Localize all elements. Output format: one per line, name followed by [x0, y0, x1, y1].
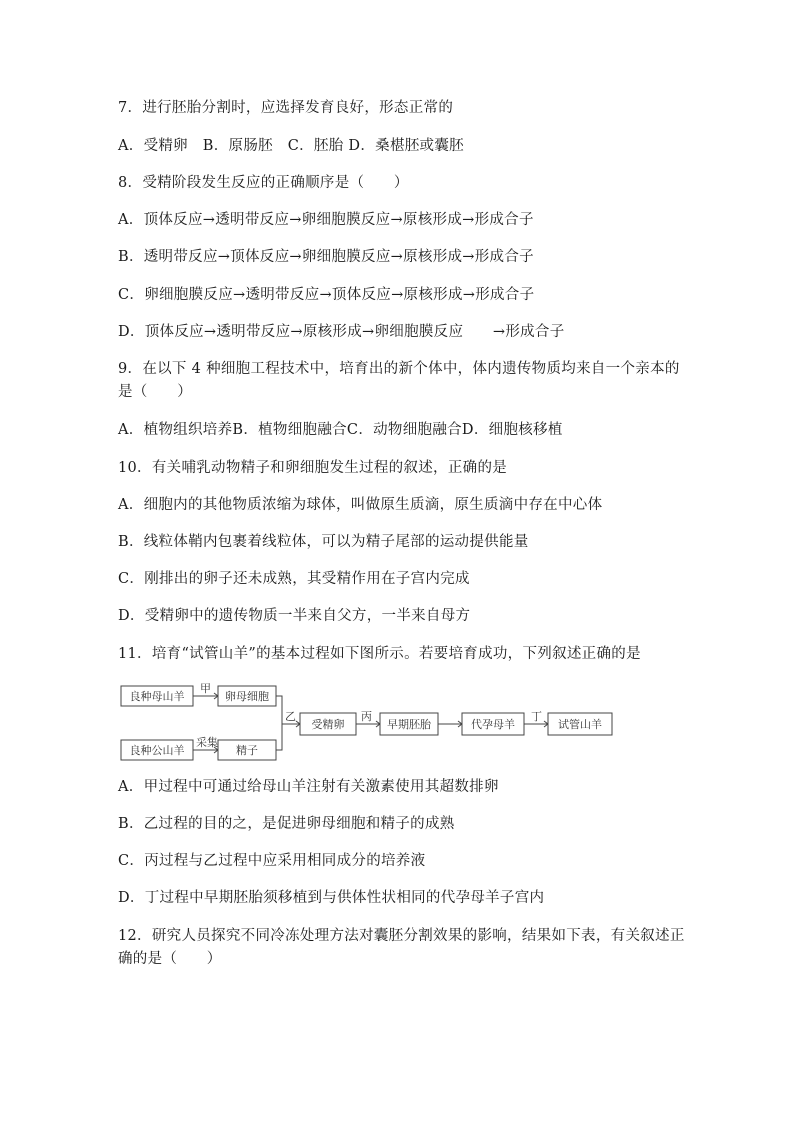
question-8-stem: 8．受精阶段发生反应的正确顺序是（ ） — [118, 175, 409, 191]
label-jia: 甲 — [200, 682, 211, 695]
box-test-tube-goat-label: 试管山羊 — [558, 718, 602, 731]
question-10-stem: 10．有关哺乳动物精子和卵细胞发生过程的叙述，正确的是 — [118, 460, 508, 476]
question-10-option-d: D．受精卵中的遗传物质一半来自父方，一半来自母方 — [118, 608, 471, 624]
question-10-option-c: C．刚排出的卵子还未成熟，其受精作用在子宫内完成 — [118, 571, 470, 587]
question-8-option-b: B．透明带反应→顶体反应→卵细胞膜反应→原核形成→形成合子 — [118, 249, 534, 265]
question-9-options: A．植物组织培养B．植物细胞融合C．动物细胞融合D．细胞核移植 — [118, 422, 563, 438]
label-ding: 丁 — [531, 710, 542, 723]
box-oocyte-label: 卵母细胞 — [225, 690, 269, 703]
question-12-stem: 12．研究人员探究不同冷冻处理方法对囊胚分割效果的影响，结果如下表，有关叙述正 — [118, 928, 685, 944]
question-11-option-a: A．甲过程中可通过给母山羊注射有关激素使用其超数排卵 — [118, 779, 499, 795]
question-10-option-a: A．细胞内的其他物质浓缩为球体，叫做原生质滴，原生质滴中存在中心体 — [118, 497, 603, 513]
label-bing: 丙 — [361, 710, 372, 723]
box-early-embryo-label: 早期胚胎 — [387, 718, 431, 731]
goat-ivf-flow-diagram — [118, 680, 618, 762]
box-surrogate-goat-label: 代孕母羊 — [471, 718, 515, 731]
question-11-stem: 11．培育“试管山羊”的基本过程如下图所示。若要培育成功，下列叙述正确的是 — [118, 646, 641, 662]
question-7-stem: 7．进行胚胎分割时，应选择发育良好，形态正常的 — [118, 100, 454, 116]
label-yi: 乙 — [285, 710, 296, 723]
question-11-option-d: D．丁过程中早期胚胎须移植到与供体性状相同的代孕母羊子宫内 — [118, 890, 545, 906]
question-12-stem-cont: 确的是（ ） — [118, 951, 222, 967]
question-11-option-b: B．乙过程的目的之，是促进卵母细胞和精子的成熟 — [118, 816, 455, 832]
question-9-stem: 9．在以下 4 种细胞工程技术中，培育出的新个体中，体内遗传物质均来自一个亲本的 — [118, 361, 680, 377]
box-zygote-label: 受精卵 — [311, 718, 345, 731]
box-sperm-label: 精子 — [236, 744, 258, 757]
question-10-option-b: B．线粒体鞘内包裹着线粒体，可以为精子尾部的运动提供能量 — [118, 534, 529, 550]
question-8-option-a: A．顶体反应→透明带反应→卵细胞膜反应→原核形成→形成合子 — [118, 212, 534, 228]
question-8-option-d: D．顶体反应→透明带反应→原核形成→卵细胞膜反应 →形成合子 — [118, 324, 565, 340]
box-male-goat-label: 良种公山羊 — [129, 744, 185, 757]
question-11-option-c: C．丙过程与乙过程中应采用相同成分的培养液 — [118, 853, 426, 869]
box-female-goat-label: 良种母山羊 — [129, 690, 185, 703]
question-7-options: A．受精卵 B．原肠胚 C．胚胎 D．桑椹胚或囊胚 — [118, 138, 464, 154]
question-9-stem-cont: 是（ ） — [118, 384, 192, 400]
label-caiji: 采集 — [196, 736, 218, 749]
question-8-option-c: C．卵细胞膜反应→透明带反应→顶体反应→原核形成→形成合子 — [118, 287, 535, 303]
